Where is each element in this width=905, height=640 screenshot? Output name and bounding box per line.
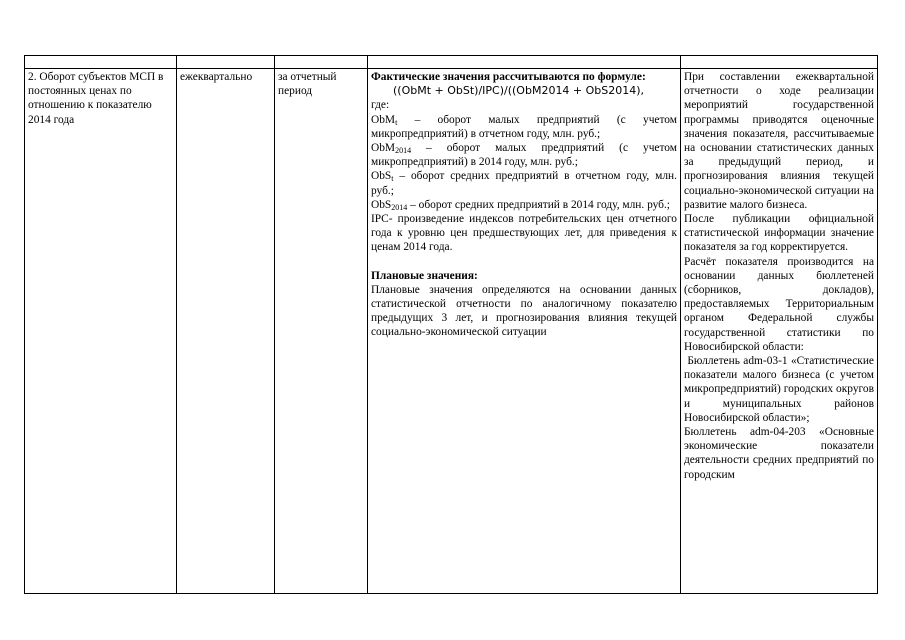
table-header-row	[25, 56, 878, 69]
periodicity-cell	[177, 69, 275, 594]
notes-paragraph: При составлении ежеквартальной отчетности о ходе реализации мероприятий государственной программы приводятся оценочные значения показателя, рассчитываемые на основании статистических данных за предыдущий период, и прогнозирования влияния текущей социально-экономической ситуации на развитие малого бизнеса.	[684, 71, 874, 211]
where-label: где:	[371, 99, 390, 112]
period-cell	[275, 69, 368, 594]
definition-item: ObM$_{2014}$ – оборот малых предприятий (с учетом микропредприятий) в 2014 году, млн. руб.;	[371, 142, 677, 169]
table-row	[25, 69, 878, 594]
notes-paragraph: Расчёт показателя производится на основании данных бюллетеней (сборников, докладов), предоставляемых Территориальным органом Федеральной службы государственной статистики по Новосибирской области:	[684, 255, 874, 353]
period-value: за отчетный период	[278, 71, 337, 98]
method-cell	[368, 69, 681, 594]
plan-values-text: Плановые значения определяются на основании данных статистической отчетности по аналогичному показателю предыдущих 3 лет, и прогнозирования влияния текущей социально-экономической ситуации	[371, 283, 677, 339]
notes-paragraph: Бюллетень adm-03-1 «Статистические показатели малого бизнеса (с учетом микропредприятий) городских округов и муниципальных районов Новосибирской области»;	[684, 355, 877, 424]
indicator-cell	[25, 69, 177, 594]
definition-item: ObS$_t$ – оборот средних предприятий в отчетном году, млн. руб.;	[371, 170, 677, 197]
plan-values-heading: Плановые значения:	[371, 269, 478, 282]
notes-paragraph: После публикации официальной статистической информации значение показателя за год корректируется.	[684, 213, 874, 254]
definition-item: ObS$_{2014}$ – оборот средних предприятий в 2014 году, млн. руб.;	[371, 198, 670, 212]
header-cell-1	[25, 56, 177, 69]
formula: ((ObMt + ObSt)/IPC)/((ObM2014 + ObS2014),	[393, 84, 645, 98]
document-table	[24, 55, 878, 594]
header-cell-5	[681, 56, 878, 69]
actual-values-heading: Фактические значения рассчитываются по формуле:	[371, 71, 646, 83]
header-cell-2	[177, 56, 275, 69]
notes-cell	[681, 69, 878, 594]
notes-paragraph: Бюллетень adm-04-203 «Основные экономические показатели деятельности средних предприятий по городским	[684, 426, 874, 481]
header-cell-3	[275, 56, 368, 69]
indicator-name: 2. Оборот субъектов МСП в постоянных ценах по отношению к показателю 2014 года	[28, 71, 164, 126]
definition-item: ObM$_t$ – оборот малых предприятий (с учетом микропредприятий) в отчетном году, млн. руб.;	[371, 113, 677, 140]
definition-item: IPC- произведение индексов потребительских цен отчетного года к уровню цен предшествующих лет, для приведения к ценам 2014 года.	[371, 213, 677, 254]
periodicity-value: ежеквартально	[180, 71, 253, 83]
header-cell-4	[368, 56, 681, 69]
